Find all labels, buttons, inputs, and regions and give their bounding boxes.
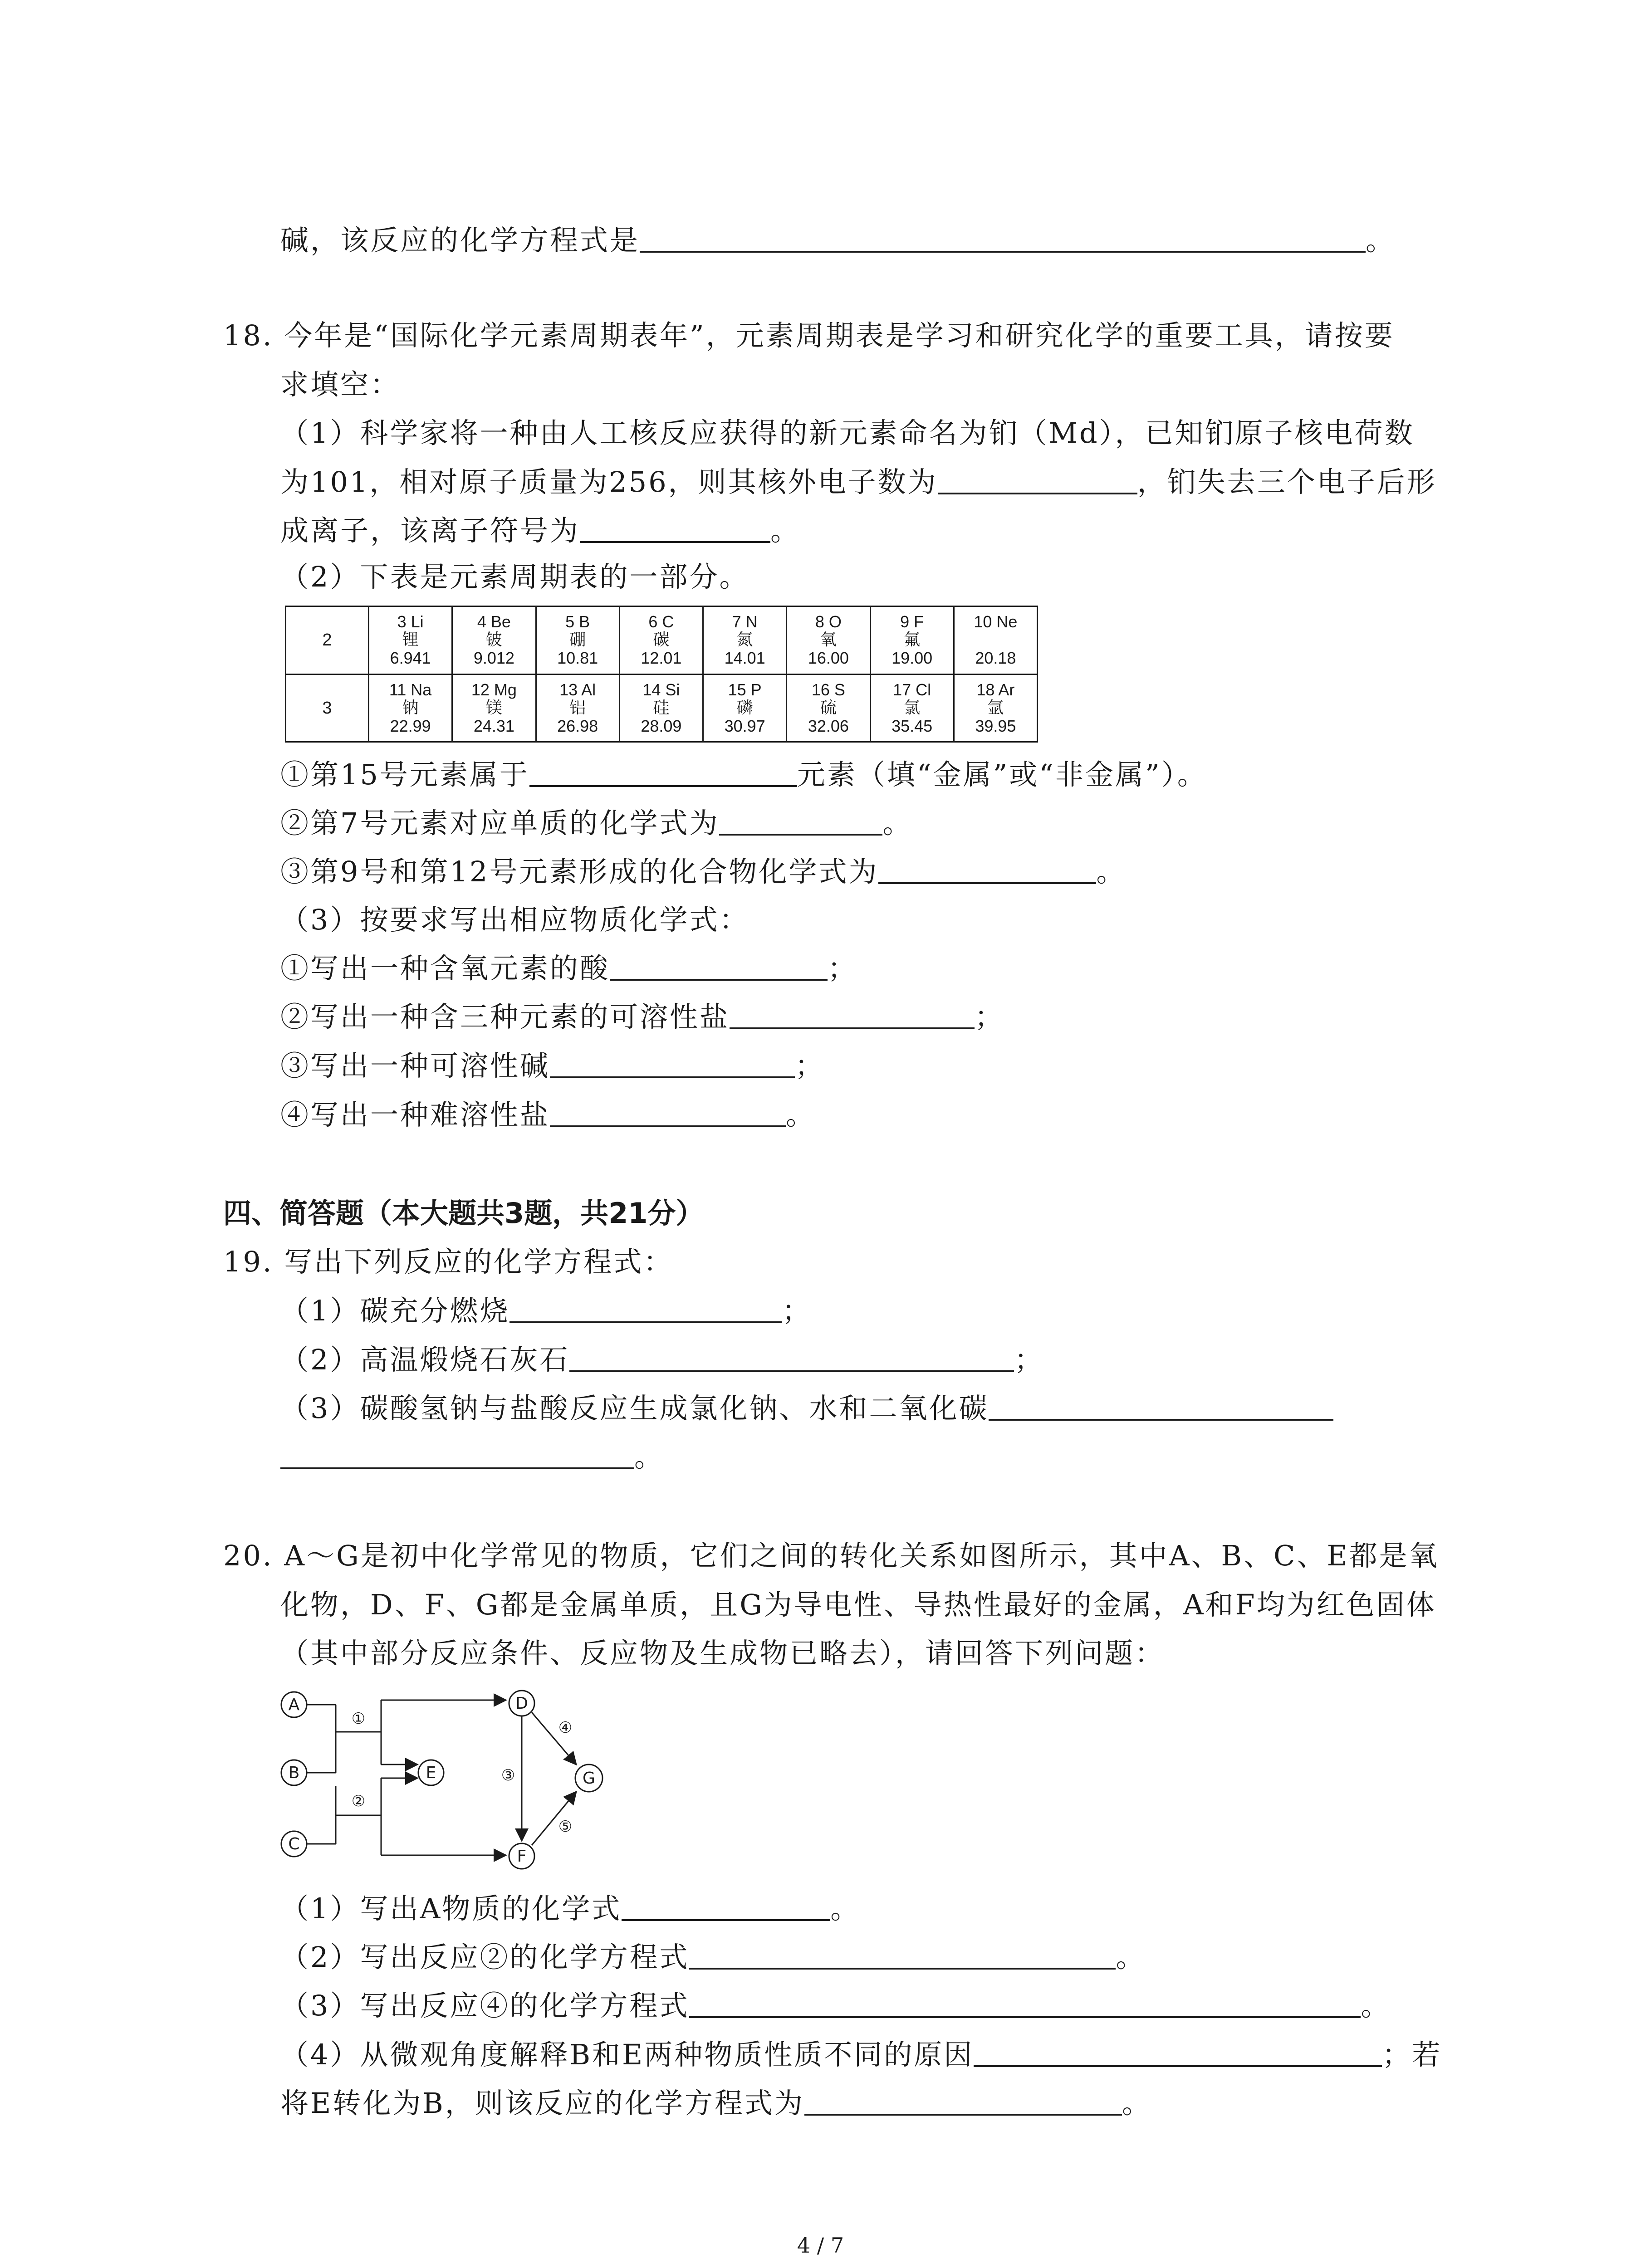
answer-blank[interactable] — [689, 1988, 1361, 2018]
element-symbol: 9 F — [900, 612, 924, 631]
q18-s2: ②第7号元素对应单质的化学式为 。 — [280, 807, 913, 840]
answer-blank[interactable] — [804, 2086, 1122, 2116]
node-A-label: A — [288, 1696, 300, 1714]
q20-p1: （1）写出A物质的化学式 。 — [280, 1892, 861, 1925]
element-mass: 10.81 — [557, 649, 598, 668]
node-F-label: F — [517, 1847, 527, 1866]
q18-part1-line2: 为101，相对原子质量为256，则其核外电子数为 ，钔失去三个电子后形 — [280, 465, 1437, 499]
element-symbol: 8 O — [815, 612, 842, 631]
node-C-label: C — [288, 1835, 300, 1853]
element-cell — [703, 606, 787, 675]
element-name: 硫 — [820, 698, 837, 717]
element-mass: 12.01 — [641, 649, 682, 668]
element-cell — [703, 674, 787, 742]
node-G-label: G — [583, 1769, 595, 1788]
q18-s1: ①第15号元素属于 元素（填“金属”或“非金属”）。 — [280, 758, 1207, 791]
element-cell — [619, 674, 703, 742]
answer-blank[interactable] — [938, 464, 1137, 494]
answer-blank[interactable] — [730, 999, 975, 1029]
element-symbol: 10 Ne — [974, 612, 1018, 631]
element-name: 钠 — [402, 698, 419, 717]
element-cell — [536, 606, 619, 675]
conversion-diagram — [277, 1687, 622, 1878]
q18-part2: （2）下表是元素周期表的一部分。 — [280, 560, 749, 593]
element-symbol: 6 C — [648, 612, 674, 631]
element-cell — [870, 606, 954, 675]
element-mass: 30.97 — [724, 716, 765, 735]
answer-blank[interactable] — [610, 951, 828, 981]
period-number: 3 — [286, 674, 369, 742]
answer-blank[interactable] — [580, 513, 770, 543]
element-symbol: 14 Si — [642, 680, 680, 699]
element-symbol: 4 Be — [477, 612, 511, 631]
reaction-label-3: ③ — [501, 1766, 515, 1784]
element-name: 镁 — [485, 698, 502, 717]
element-mass: 20.18 — [975, 649, 1016, 668]
node-D-label: D — [515, 1694, 528, 1713]
element-cell — [954, 606, 1037, 675]
answer-blank[interactable] — [878, 854, 1096, 884]
element-symbol: 16 S — [811, 680, 845, 699]
element-name: 锂 — [402, 631, 419, 650]
element-cell — [536, 674, 619, 742]
answer-blank[interactable] — [640, 223, 1366, 253]
node-B-label: B — [288, 1764, 300, 1782]
answer-blank[interactable] — [569, 1342, 1014, 1372]
element-name: 氮 — [736, 631, 753, 650]
answer-blank[interactable] — [622, 1891, 830, 1921]
element-mass: 35.45 — [892, 716, 933, 735]
answer-blank[interactable] — [989, 1391, 1333, 1421]
element-symbol: 17 Cl — [893, 680, 931, 699]
answer-blank[interactable] — [529, 757, 797, 787]
q17-continuation: 碱，该反应的化学方程式是 。 — [280, 224, 1396, 257]
element-name: 氟 — [904, 631, 921, 650]
element-mass: 6.941 — [390, 649, 431, 668]
q19-p3: （3）碳酸氢钠与盐酸反应生成氯化钠、水和二氧化碳 — [280, 1390, 1333, 1427]
element-cell — [954, 674, 1037, 742]
q18-part1-line3: 成离子，该离子符号为 。 — [280, 514, 801, 547]
q20-p2: （2）写出反应②的化学方程式 。 — [280, 1941, 1146, 1974]
element-mass: 26.98 — [557, 716, 598, 735]
answer-blank[interactable] — [974, 2037, 1382, 2067]
element-mass: 19.00 — [892, 649, 933, 668]
reaction-label-4: ④ — [558, 1719, 573, 1737]
element-cell — [787, 606, 870, 675]
element-name — [955, 631, 1037, 649]
element-name: 铍 — [485, 631, 502, 650]
element-symbol: 15 P — [728, 680, 762, 699]
q20-p4-cont: 将E转化为B，则该反应的化学方程式为 。 — [280, 2087, 1152, 2120]
element-name: 硅 — [653, 698, 670, 717]
q19-p2: （2）高温煅烧石灰石 ； — [280, 1343, 1044, 1376]
element-cell — [369, 606, 452, 675]
element-symbol: 7 N — [732, 612, 758, 631]
element-symbol: 13 Al — [559, 680, 596, 699]
element-mass: 39.95 — [975, 716, 1016, 735]
periodic-row — [286, 606, 1038, 675]
element-name: 氩 — [987, 698, 1004, 717]
element-mass: 24.31 — [473, 716, 514, 735]
answer-blank[interactable] — [550, 1048, 795, 1078]
answer-blank[interactable] — [719, 806, 882, 836]
q20-stem-line3: （其中部分反应条件、反应物及生成物已略去），请回答下列问题： — [280, 1637, 1165, 1670]
element-cell — [452, 606, 536, 675]
q18-s3: ③第9号和第12号元素形成的化合物化学式为 。 — [280, 855, 1127, 888]
q18-stem-line2: 求填空： — [280, 368, 401, 401]
element-symbol: 11 Na — [389, 680, 432, 699]
q19-stem: 19. 写出下列反应的化学方程式： — [223, 1245, 674, 1278]
q18-part3: （3）按要求写出相应物质化学式： — [280, 903, 749, 936]
element-name: 硼 — [569, 631, 586, 650]
node-E-label: E — [426, 1764, 436, 1782]
element-symbol: 3 Li — [397, 612, 424, 631]
element-mass: 16.00 — [808, 649, 849, 668]
q19-p1: （1）碳充分燃烧 ； — [280, 1294, 812, 1327]
element-cell — [619, 606, 703, 675]
q18-t2: ②写出一种含三种元素的可溶性盐 ； — [280, 1000, 1005, 1033]
reaction-label-5: ⑤ — [558, 1818, 573, 1836]
element-name: 铝 — [569, 698, 586, 717]
element-name: 碳 — [653, 631, 670, 650]
element-name: 氯 — [904, 698, 921, 717]
answer-blank[interactable] — [509, 1293, 782, 1323]
element-cell — [369, 674, 452, 742]
element-symbol: 18 Ar — [976, 680, 1015, 699]
element-name: 磷 — [736, 698, 753, 717]
q20-p4: （4）从微观角度解释B和E两种物质性质不同的原因 ；若 — [280, 2038, 1442, 2071]
periodic-table — [285, 606, 1038, 743]
page-number: 4 / 7 — [797, 2233, 844, 2258]
q19-p3-cont: 。 — [280, 1439, 664, 1475]
element-mass: 9.012 — [473, 649, 514, 668]
element-symbol: 5 B — [565, 612, 590, 631]
reaction-label-2: ② — [351, 1792, 366, 1810]
element-mass: 28.09 — [641, 716, 682, 735]
q20-p3: （3）写出反应④的化学方程式 。 — [280, 1989, 1391, 2022]
answer-blank[interactable] — [550, 1097, 786, 1127]
q18-t4: ④写出一种难溶性盐 。 — [280, 1098, 816, 1131]
element-mass: 32.06 — [808, 716, 849, 735]
element-cell — [870, 674, 954, 742]
element-mass: 22.99 — [390, 716, 431, 735]
element-name: 氧 — [820, 631, 837, 650]
q20-stem-line1: 20. A～G是初中化学常见的物质，它们之间的转化关系如图所示，其中A、B、C、E都是氧 — [223, 1539, 1439, 1572]
element-symbol: 12 Mg — [471, 680, 517, 699]
periodic-table-grid — [285, 606, 1038, 743]
q18-t3: ③写出一种可溶性碱 ； — [280, 1049, 825, 1082]
answer-blank[interactable] — [280, 1439, 634, 1469]
periodic-row — [286, 674, 1038, 742]
q18-stem-line1: 18. 今年是“国际化学元素周期表年”，元素周期表是学习和研究化学的重要工具，请按要 — [223, 319, 1395, 352]
q18-part1-line1: （1）科学家将一种由人工核反应获得的新元素命名为钔（Md），已知钔原子核电荷数 — [280, 416, 1415, 450]
element-cell — [452, 674, 536, 742]
reaction-label-1: ① — [351, 1710, 366, 1728]
answer-blank[interactable] — [689, 1940, 1116, 1970]
q20-stem-line2: 化物，D、F、G都是金属单质，且G为导电性、导热性最好的金属，A和F均为红色固体 — [280, 1588, 1436, 1621]
q18-t1: ①写出一种含氧元素的酸 ； — [280, 952, 858, 985]
section-title: 四、简答题（本大题共3题，共21分） — [223, 1197, 704, 1230]
element-cell — [787, 674, 870, 742]
period-number: 2 — [286, 606, 369, 675]
element-mass: 14.01 — [724, 649, 765, 668]
